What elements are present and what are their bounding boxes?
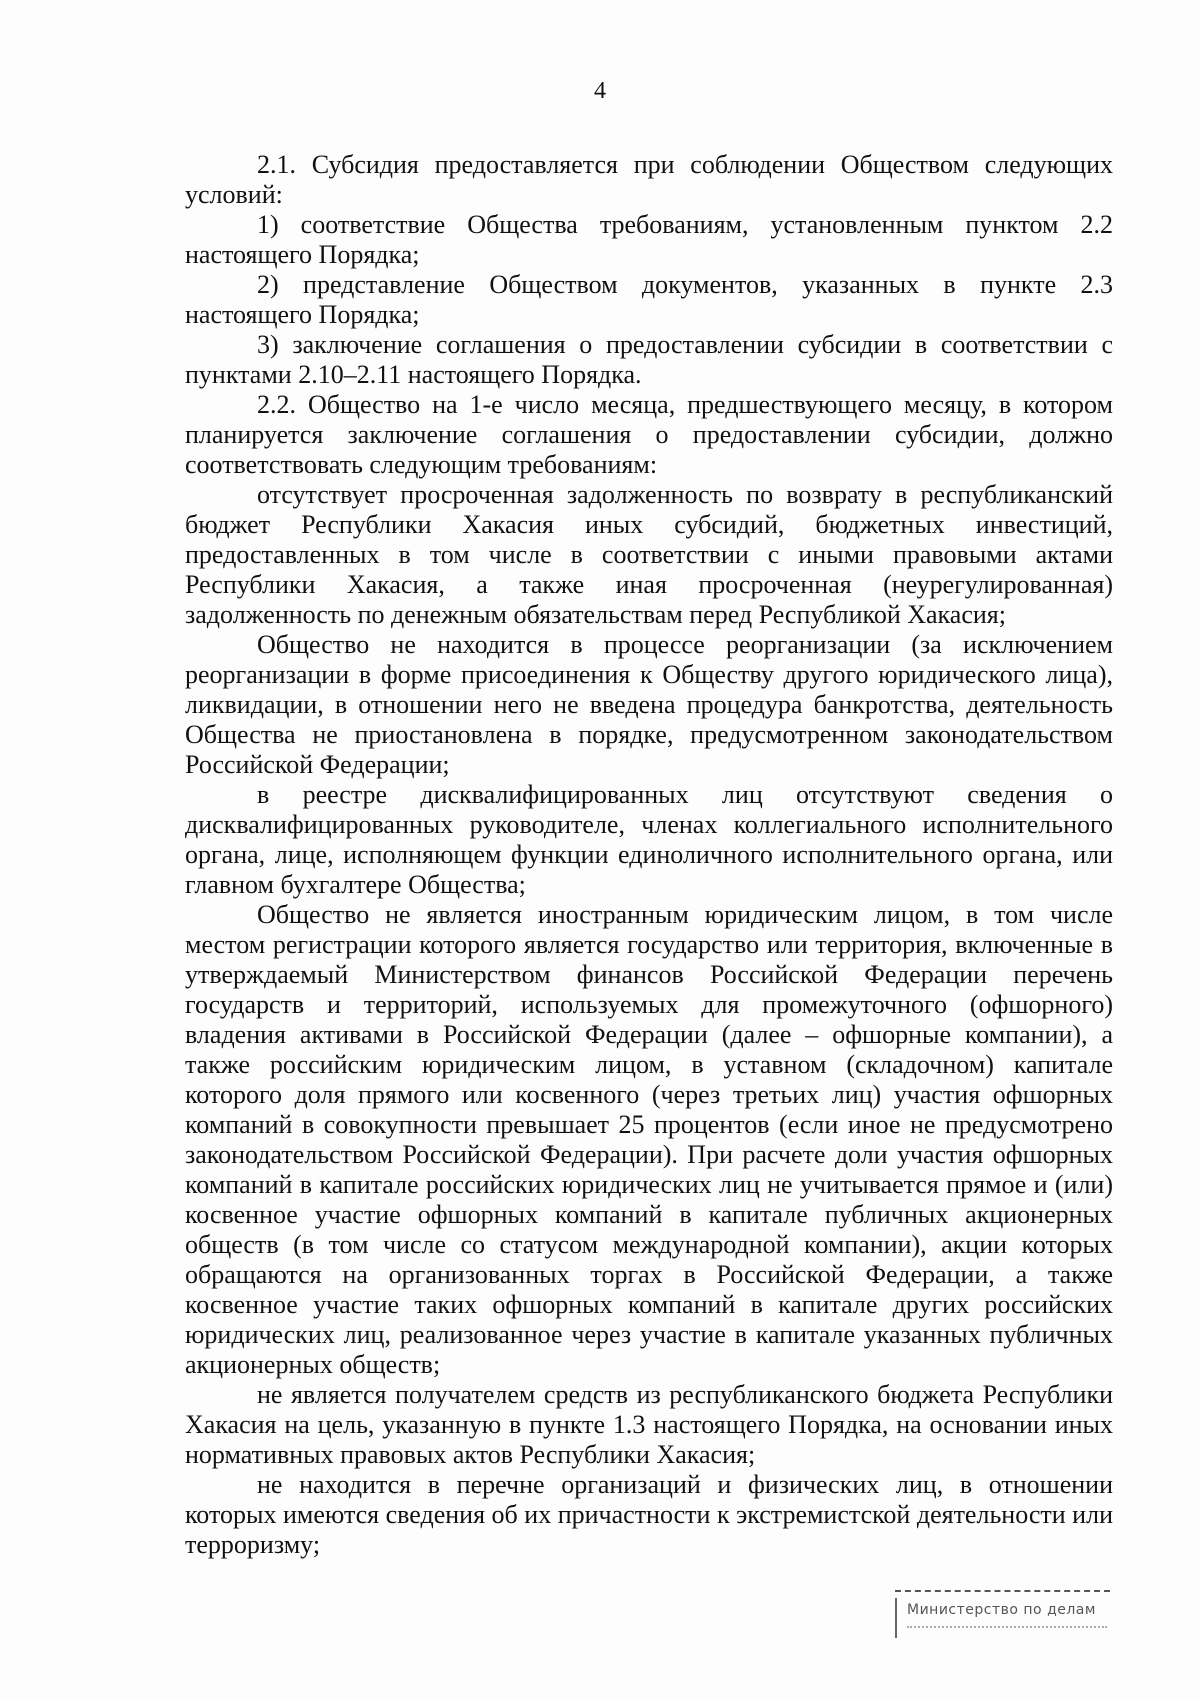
requirement-not-foreign: Общество не является иностранным юридическим лицом, в том числе местом регистрации которого является государство или территория, включенные в утверждаемый Министерством финансов Российской Федерации перечень государств и территорий, используемых для промежуточного (офшорного) владения активами в Российской Федерации (далее – офшорные компании), а также российским юридическим лицом, в уставном (складочном) капитале которого доля прямого или косвенного (через третьих лиц) участия офшорных компаний в совокупности превышает 25 процентов (если иное не предусмотрено законодательством Российской Федерации). При расчете доли участия офшорных компаний в капитале российских юридических лиц не учитывается прямое и (или) косвенное участие офшорных компаний в капитале публичных акционерных обществ (в том числе со статусом международной компании), акции которых обращаются на организованных торгах в Российской Федерации, а также косвенное участие таких офшорных компаний в капитале других российских юридических лиц, реализованное через участие в капитале указанных публичных акционерных обществ; <box>185 900 1113 1379</box>
page-number: 4 <box>594 78 606 104</box>
stamp-mark <box>895 1598 897 1638</box>
stamp-border <box>895 1590 1110 1592</box>
document-body <box>185 150 1113 1560</box>
requirement-not-extremist: не находится в перечне организаций и физических лиц, в отношении которых имеются сведения об их причастности к экстремистской деятельности или терроризму; <box>185 1470 1113 1559</box>
paragraph-2-1: 2.1. Субсидия предоставляется при соблюдении Обществом следующих условий: <box>185 150 1113 209</box>
requirement-no-disqualified: в реестре дисквалифицированных лиц отсутствуют сведения о дисквалифицированных руководителе, членах коллегиального исполнительного органа, лице, исполняющем функции единоличного исполнительного органа, или главном бухгалтере Общества; <box>185 780 1113 899</box>
condition-item-1: 1) соответствие Общества требованиям, установленным пунктом 2.2 настоящего Порядка; <box>185 210 1113 269</box>
stamp-faded-line <box>907 1626 1107 1628</box>
condition-item-2: 2) представление Обществом документов, указанных в пункте 2.3 настоящего Порядка; <box>185 270 1113 329</box>
stamp-text: Министерство по делам <box>907 1602 1096 1618</box>
requirement-no-reorganization: Общество не находится в процессе реорганизации (за исключением реорганизации в форме присоединения к Обществу другого юридического лица), ликвидации, в отношении него не введена процедура банкротства, деятельность Общества не приостановлена в порядке, предусмотренном законодательством Российской Федерации; <box>185 630 1113 779</box>
registration-stamp <box>895 1588 1110 1650</box>
paragraph-2-2: 2.2. Общество на 1-е число месяца, предшествующего месяцу, в котором планируется заключение соглашения о предоставлении субсидии, должно соответствовать следующим требованиям: <box>185 390 1113 479</box>
requirement-not-recipient: не является получателем средств из республиканского бюджета Республики Хакасия на цель, указанную в пункте 1.3 настоящего Порядка, на основании иных нормативных правовых актов Республики Хакасия; <box>185 1380 1113 1469</box>
condition-item-3: 3) заключение соглашения о предоставлении субсидии в соответствии с пунктами 2.10–2.11 настоящего Порядка. <box>185 330 1113 389</box>
requirement-no-debt: отсутствует просроченная задолженность по возврату в республиканский бюджет Республики Хакасия иных субсидий, бюджетных инвестиций, предоставленных в том числе в соответствии с иными правовыми актами Республики Хакасия, а также иная просроченная (неурегулированная) задолженность по денежным обязательствам перед Республикой Хакасия; <box>185 480 1113 629</box>
